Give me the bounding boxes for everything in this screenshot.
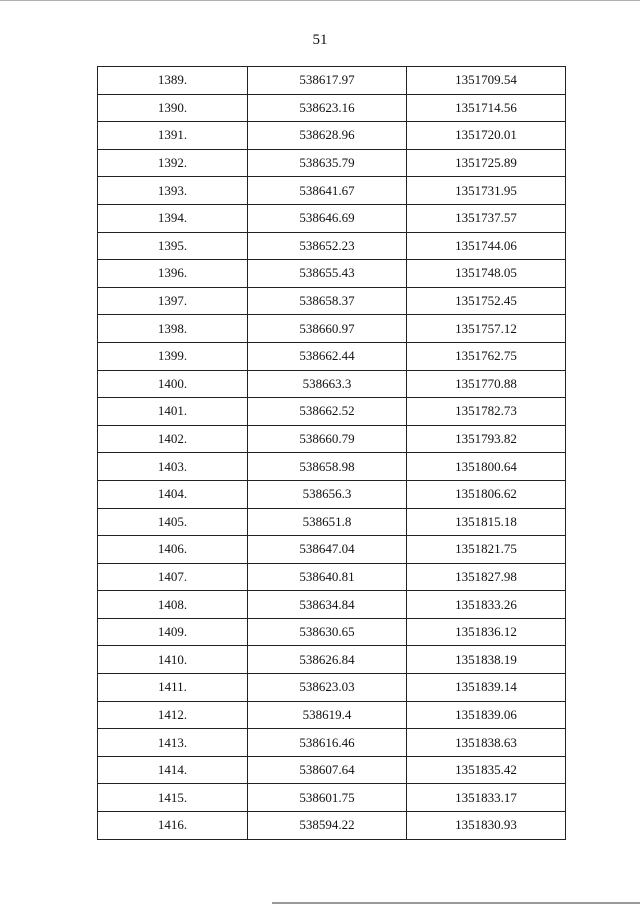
y-coordinate-cell: 1351806.62	[407, 480, 566, 508]
y-coordinate-cell: 1351782.73	[407, 398, 566, 426]
table-row	[98, 94, 566, 122]
x-coordinate-cell: 538607.64	[248, 756, 407, 784]
x-coordinate-cell: 538660.97	[248, 315, 407, 343]
y-coordinate-cell: 1351830.93	[407, 812, 566, 840]
y-coordinate-cell: 1351752.45	[407, 287, 566, 315]
x-coordinate-cell: 538619.4	[248, 701, 407, 729]
top-rule	[0, 0, 640, 1]
table-row	[98, 701, 566, 729]
table-row	[98, 122, 566, 150]
x-coordinate-cell: 538652.23	[248, 232, 407, 260]
x-coordinate-cell: 538662.44	[248, 342, 407, 370]
table-row	[98, 784, 566, 812]
table-row	[98, 536, 566, 564]
table-row	[98, 618, 566, 646]
table-row	[98, 674, 566, 702]
y-coordinate-cell: 1351815.18	[407, 508, 566, 536]
x-coordinate-cell: 538617.97	[248, 67, 407, 95]
point-number-cell: 1396.	[98, 260, 248, 288]
table-row	[98, 260, 566, 288]
x-coordinate-cell: 538628.96	[248, 122, 407, 150]
y-coordinate-cell: 1351744.06	[407, 232, 566, 260]
point-number-cell: 1400.	[98, 370, 248, 398]
point-number-cell: 1413.	[98, 729, 248, 757]
y-coordinate-cell: 1351709.54	[407, 67, 566, 95]
table-row	[98, 370, 566, 398]
y-coordinate-cell: 1351838.19	[407, 646, 566, 674]
y-coordinate-cell: 1351737.57	[407, 204, 566, 232]
point-number-cell: 1405.	[98, 508, 248, 536]
point-number-cell: 1403.	[98, 453, 248, 481]
table-row	[98, 149, 566, 177]
x-coordinate-cell: 538660.79	[248, 425, 407, 453]
x-coordinate-cell: 538651.8	[248, 508, 407, 536]
x-coordinate-cell: 538655.43	[248, 260, 407, 288]
x-coordinate-cell: 538641.67	[248, 177, 407, 205]
x-coordinate-cell: 538594.22	[248, 812, 407, 840]
point-number-cell: 1414.	[98, 756, 248, 784]
table-row	[98, 177, 566, 205]
point-number-cell: 1391.	[98, 122, 248, 150]
point-number-cell: 1412.	[98, 701, 248, 729]
y-coordinate-cell: 1351714.56	[407, 94, 566, 122]
table-row	[98, 756, 566, 784]
point-number-cell: 1390.	[98, 94, 248, 122]
x-coordinate-cell: 538647.04	[248, 536, 407, 564]
table-row	[98, 204, 566, 232]
point-number-cell: 1394.	[98, 204, 248, 232]
table-row	[98, 480, 566, 508]
point-number-cell: 1399.	[98, 342, 248, 370]
x-coordinate-cell: 538630.65	[248, 618, 407, 646]
y-coordinate-cell: 1351748.05	[407, 260, 566, 288]
y-coordinate-cell: 1351793.82	[407, 425, 566, 453]
point-number-cell: 1392.	[98, 149, 248, 177]
y-coordinate-cell: 1351731.95	[407, 177, 566, 205]
point-number-cell: 1398.	[98, 315, 248, 343]
x-coordinate-cell: 538662.52	[248, 398, 407, 426]
table-row	[98, 812, 566, 840]
table-row	[98, 67, 566, 95]
point-number-cell: 1402.	[98, 425, 248, 453]
x-coordinate-cell: 538616.46	[248, 729, 407, 757]
bottom-rule	[272, 902, 640, 904]
point-number-cell: 1397.	[98, 287, 248, 315]
table-row	[98, 342, 566, 370]
table-row	[98, 398, 566, 426]
y-coordinate-cell: 1351836.12	[407, 618, 566, 646]
point-number-cell: 1409.	[98, 618, 248, 646]
point-number-cell: 1389.	[98, 67, 248, 95]
table-row	[98, 508, 566, 536]
x-coordinate-cell: 538663.3	[248, 370, 407, 398]
y-coordinate-cell: 1351800.64	[407, 453, 566, 481]
point-number-cell: 1407.	[98, 563, 248, 591]
point-number-cell: 1408.	[98, 591, 248, 619]
y-coordinate-cell: 1351833.26	[407, 591, 566, 619]
point-number-cell: 1406.	[98, 536, 248, 564]
table-row	[98, 591, 566, 619]
x-coordinate-cell: 538658.37	[248, 287, 407, 315]
table-row	[98, 315, 566, 343]
point-number-cell: 1404.	[98, 480, 248, 508]
coordinates-table-body	[98, 67, 566, 840]
y-coordinate-cell: 1351757.12	[407, 315, 566, 343]
table-row	[98, 453, 566, 481]
point-number-cell: 1393.	[98, 177, 248, 205]
y-coordinate-cell: 1351833.17	[407, 784, 566, 812]
y-coordinate-cell: 1351835.42	[407, 756, 566, 784]
x-coordinate-cell: 538601.75	[248, 784, 407, 812]
y-coordinate-cell: 1351770.88	[407, 370, 566, 398]
x-coordinate-cell: 538635.79	[248, 149, 407, 177]
coordinates-table	[97, 66, 566, 840]
x-coordinate-cell: 538626.84	[248, 646, 407, 674]
table-row	[98, 425, 566, 453]
x-coordinate-cell: 538640.81	[248, 563, 407, 591]
y-coordinate-cell: 1351839.06	[407, 701, 566, 729]
x-coordinate-cell: 538656.3	[248, 480, 407, 508]
y-coordinate-cell: 1351827.98	[407, 563, 566, 591]
table-row	[98, 563, 566, 591]
x-coordinate-cell: 538658.98	[248, 453, 407, 481]
table-row	[98, 729, 566, 757]
table-row	[98, 232, 566, 260]
y-coordinate-cell: 1351821.75	[407, 536, 566, 564]
x-coordinate-cell: 538623.16	[248, 94, 407, 122]
y-coordinate-cell: 1351839.14	[407, 674, 566, 702]
y-coordinate-cell: 1351838.63	[407, 729, 566, 757]
table-row	[98, 646, 566, 674]
y-coordinate-cell: 1351725.89	[407, 149, 566, 177]
point-number-cell: 1395.	[98, 232, 248, 260]
point-number-cell: 1401.	[98, 398, 248, 426]
x-coordinate-cell: 538634.84	[248, 591, 407, 619]
point-number-cell: 1415.	[98, 784, 248, 812]
point-number-cell: 1416.	[98, 812, 248, 840]
point-number-cell: 1410.	[98, 646, 248, 674]
page-number: 51	[312, 32, 328, 48]
x-coordinate-cell: 538646.69	[248, 204, 407, 232]
x-coordinate-cell: 538623.03	[248, 674, 407, 702]
y-coordinate-cell: 1351720.01	[407, 122, 566, 150]
table-row	[98, 287, 566, 315]
point-number-cell: 1411.	[98, 674, 248, 702]
y-coordinate-cell: 1351762.75	[407, 342, 566, 370]
